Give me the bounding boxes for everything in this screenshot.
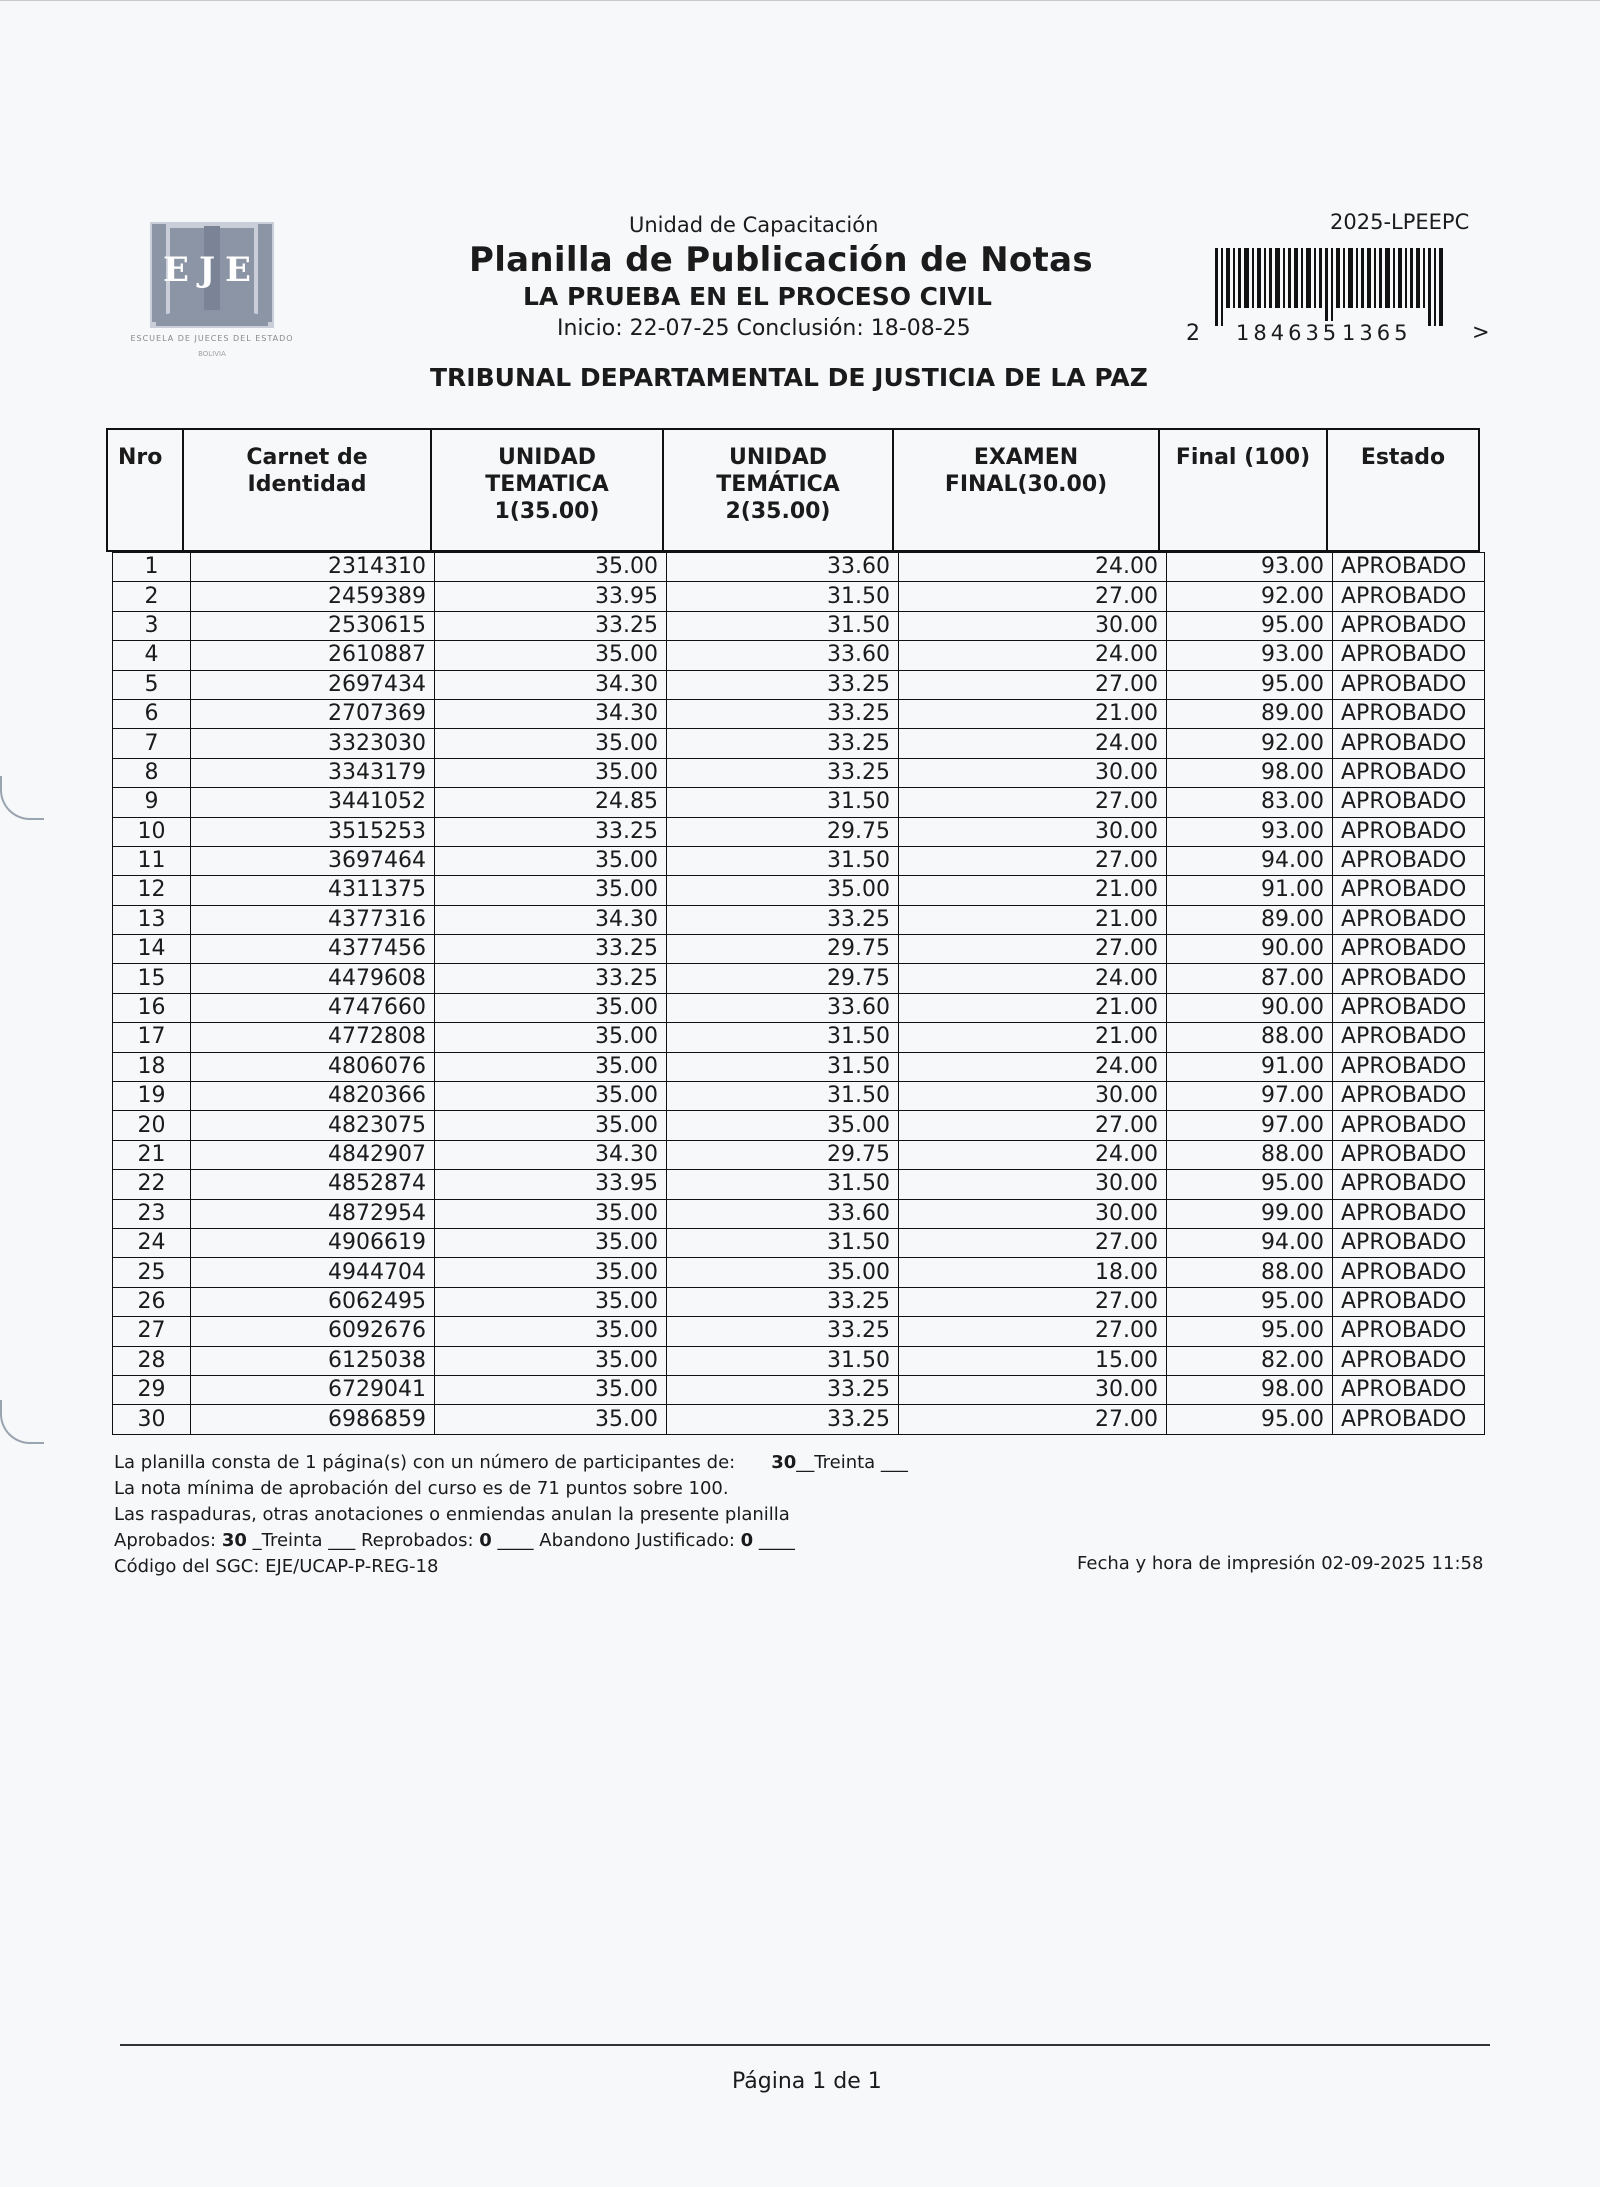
- cell-unidad-2: 31.50: [667, 788, 899, 817]
- barcode-digits-1: 184635: [1236, 321, 1341, 345]
- col-header-final: Final (100): [1159, 429, 1327, 551]
- cell-final: 93.00: [1167, 641, 1333, 670]
- table-row: [113, 1228, 1485, 1257]
- barcode-arrow: >: [1472, 320, 1490, 344]
- cell-examen-final: 21.00: [899, 1023, 1167, 1052]
- cell-nro: 23: [113, 1199, 191, 1228]
- cell-unidad-2: 31.50: [667, 1023, 899, 1052]
- cell-final: 93.00: [1167, 553, 1333, 582]
- cell-carnet: 2459389: [191, 582, 435, 611]
- table-row: [113, 641, 1485, 670]
- cell-unidad-1: 35.00: [435, 1199, 667, 1228]
- table-row: [113, 553, 1485, 582]
- table-row: [113, 670, 1485, 699]
- cell-nro: 11: [113, 846, 191, 875]
- cell-estado: APROBADO: [1333, 788, 1485, 817]
- cell-unidad-1: 35.00: [435, 553, 667, 582]
- cell-estado: APROBADO: [1333, 876, 1485, 905]
- cell-nro: 16: [113, 993, 191, 1022]
- cell-estado: APROBADO: [1333, 553, 1485, 582]
- cell-nro: 30: [113, 1405, 191, 1434]
- cell-unidad-1: 35.00: [435, 1111, 667, 1140]
- cell-examen-final: 27.00: [899, 1228, 1167, 1257]
- cell-examen-final: 21.00: [899, 876, 1167, 905]
- col-header-unidad-2: UNIDAD TEMÁTICA 2(35.00): [663, 429, 893, 551]
- cell-unidad-2: 33.60: [667, 1199, 899, 1228]
- cell-carnet: 3441052: [191, 788, 435, 817]
- cell-examen-final: 24.00: [899, 553, 1167, 582]
- cell-nro: 5: [113, 670, 191, 699]
- cell-carnet: 6092676: [191, 1317, 435, 1346]
- cell-examen-final: 21.00: [899, 993, 1167, 1022]
- cell-carnet: 4842907: [191, 1140, 435, 1169]
- cell-carnet: 2314310: [191, 553, 435, 582]
- cell-unidad-2: 29.75: [667, 935, 899, 964]
- cell-examen-final: 24.00: [899, 729, 1167, 758]
- cell-examen-final: 24.00: [899, 964, 1167, 993]
- cell-estado: APROBADO: [1333, 993, 1485, 1022]
- cell-carnet: 4377456: [191, 935, 435, 964]
- cell-estado: APROBADO: [1333, 1199, 1485, 1228]
- cell-nro: 22: [113, 1170, 191, 1199]
- cell-estado: APROBADO: [1333, 641, 1485, 670]
- barcode-icon: [1213, 248, 1445, 326]
- cell-unidad-1: 24.85: [435, 788, 667, 817]
- table-row: [113, 1375, 1485, 1404]
- cell-nro: 27: [113, 1317, 191, 1346]
- cell-final: 92.00: [1167, 582, 1333, 611]
- cell-unidad-2: 35.00: [667, 1111, 899, 1140]
- cell-estado: APROBADO: [1333, 582, 1485, 611]
- cell-carnet: 3323030: [191, 729, 435, 758]
- cell-unidad-1: 35.00: [435, 1405, 667, 1434]
- cell-unidad-2: 33.25: [667, 1317, 899, 1346]
- col-header-estado: Estado: [1327, 429, 1479, 551]
- cell-nro: 26: [113, 1287, 191, 1316]
- table-row: [113, 876, 1485, 905]
- cell-nro: 2: [113, 582, 191, 611]
- cell-carnet: 4944704: [191, 1258, 435, 1287]
- cell-unidad-1: 33.25: [435, 817, 667, 846]
- cell-estado: APROBADO: [1333, 1346, 1485, 1375]
- cell-estado: APROBADO: [1333, 935, 1485, 964]
- cell-examen-final: 27.00: [899, 1287, 1167, 1316]
- cell-unidad-2: 29.75: [667, 964, 899, 993]
- cell-final: 82.00: [1167, 1346, 1333, 1375]
- cell-final: 93.00: [1167, 817, 1333, 846]
- col-header-nro: Nro: [107, 429, 183, 551]
- cell-final: 98.00: [1167, 758, 1333, 787]
- logo-text: EJE: [163, 250, 261, 290]
- cell-unidad-1: 35.00: [435, 876, 667, 905]
- cell-nro: 12: [113, 876, 191, 905]
- cell-unidad-1: 35.00: [435, 1375, 667, 1404]
- cell-estado: APROBADO: [1333, 1228, 1485, 1257]
- cell-unidad-2: 31.50: [667, 1346, 899, 1375]
- table-row: [113, 1287, 1485, 1316]
- table-row: [113, 788, 1485, 817]
- cell-nro: 9: [113, 788, 191, 817]
- col-header-carnet: Carnet de Identidad: [183, 429, 431, 551]
- cell-examen-final: 24.00: [899, 641, 1167, 670]
- cell-examen-final: 27.00: [899, 1405, 1167, 1434]
- cell-estado: APROBADO: [1333, 1170, 1485, 1199]
- cell-carnet: 6729041: [191, 1375, 435, 1404]
- cell-examen-final: 30.00: [899, 1199, 1167, 1228]
- cell-final: 89.00: [1167, 905, 1333, 934]
- binder-ring-mark: [0, 776, 44, 820]
- cell-unidad-1: 35.00: [435, 1258, 667, 1287]
- table-row: [113, 1317, 1485, 1346]
- cell-final: 91.00: [1167, 1052, 1333, 1081]
- cell-unidad-2: 31.50: [667, 1082, 899, 1111]
- cell-unidad-2: 35.00: [667, 876, 899, 905]
- cell-carnet: 4820366: [191, 1082, 435, 1111]
- cell-final: 97.00: [1167, 1082, 1333, 1111]
- cell-final: 89.00: [1167, 699, 1333, 728]
- cell-examen-final: 27.00: [899, 1317, 1167, 1346]
- cell-unidad-1: 35.00: [435, 758, 667, 787]
- cell-nro: 20: [113, 1111, 191, 1140]
- cell-final: 94.00: [1167, 1228, 1333, 1257]
- col-header-unidad-1: UNIDAD TEMATICA 1(35.00): [431, 429, 663, 551]
- table-row: [113, 729, 1485, 758]
- table-row: [113, 905, 1485, 934]
- table-row: [113, 758, 1485, 787]
- cell-examen-final: 24.00: [899, 1052, 1167, 1081]
- course-dates: Inicio: 22-07-25 Conclusión: 18-08-25: [557, 316, 971, 341]
- print-date: Fecha y hora de impresión 02-09-2025 11:58: [1077, 1553, 1484, 1574]
- cell-estado: APROBADO: [1333, 1082, 1485, 1111]
- cell-carnet: 4479608: [191, 964, 435, 993]
- cell-nro: 13: [113, 905, 191, 934]
- cell-examen-final: 30.00: [899, 758, 1167, 787]
- cell-examen-final: 24.00: [899, 1140, 1167, 1169]
- cell-final: 95.00: [1167, 1287, 1333, 1316]
- cell-estado: APROBADO: [1333, 1317, 1485, 1346]
- document-code: 2025-LPEEPC: [1330, 210, 1470, 234]
- cell-unidad-2: 33.25: [667, 1375, 899, 1404]
- cell-final: 95.00: [1167, 611, 1333, 640]
- cell-estado: APROBADO: [1333, 1405, 1485, 1434]
- cell-unidad-1: 33.25: [435, 611, 667, 640]
- cell-unidad-2: 29.75: [667, 817, 899, 846]
- cell-examen-final: 21.00: [899, 699, 1167, 728]
- cell-examen-final: 27.00: [899, 582, 1167, 611]
- cell-final: 95.00: [1167, 670, 1333, 699]
- cell-unidad-2: 33.60: [667, 641, 899, 670]
- sgc-code: Código del SGC: EJE/UCAP-P-REG-18: [114, 1556, 439, 1577]
- logo-subcaption: BOLIVIA: [198, 350, 226, 358]
- footer-divider: [120, 2044, 1490, 2046]
- cell-unidad-2: 33.25: [667, 699, 899, 728]
- binder-ring-mark: [0, 1400, 44, 1444]
- cell-final: 97.00: [1167, 1111, 1333, 1140]
- cell-examen-final: 27.00: [899, 935, 1167, 964]
- cell-nro: 1: [113, 553, 191, 582]
- cell-nro: 15: [113, 964, 191, 993]
- cell-final: 95.00: [1167, 1405, 1333, 1434]
- cell-unidad-2: 33.60: [667, 553, 899, 582]
- cell-nro: 28: [113, 1346, 191, 1375]
- table-row: [113, 964, 1485, 993]
- barcode-digits-2: 1365: [1342, 321, 1412, 345]
- cell-nro: 7: [113, 729, 191, 758]
- cell-nro: 29: [113, 1375, 191, 1404]
- cell-final: 92.00: [1167, 729, 1333, 758]
- cell-carnet: 2610887: [191, 641, 435, 670]
- cell-final: 88.00: [1167, 1258, 1333, 1287]
- cell-estado: APROBADO: [1333, 1375, 1485, 1404]
- table-row: [113, 1199, 1485, 1228]
- barcode-lead-digit: 2: [1186, 321, 1200, 346]
- cell-unidad-1: 35.00: [435, 729, 667, 758]
- cell-carnet: 4906619: [191, 1228, 435, 1257]
- cell-unidad-2: 31.50: [667, 611, 899, 640]
- cell-carnet: 2707369: [191, 699, 435, 728]
- cell-final: 99.00: [1167, 1199, 1333, 1228]
- cell-final: 90.00: [1167, 993, 1333, 1022]
- cell-examen-final: 30.00: [899, 1170, 1167, 1199]
- page-number: Página 1 de 1: [732, 2069, 882, 2094]
- cell-nro: 10: [113, 817, 191, 846]
- cell-estado: APROBADO: [1333, 1023, 1485, 1052]
- cell-unidad-2: 33.25: [667, 1405, 899, 1434]
- cell-estado: APROBADO: [1333, 611, 1485, 640]
- cell-estado: APROBADO: [1333, 670, 1485, 699]
- unit-name: Unidad de Capacitación: [629, 213, 879, 237]
- table-row: [113, 993, 1485, 1022]
- cell-carnet: 3343179: [191, 758, 435, 787]
- cell-examen-final: 27.00: [899, 788, 1167, 817]
- cell-unidad-1: 35.00: [435, 1287, 667, 1316]
- cell-unidad-1: 34.30: [435, 699, 667, 728]
- cell-unidad-2: 29.75: [667, 1140, 899, 1169]
- cell-nro: 19: [113, 1082, 191, 1111]
- col-header-examen-final: EXAMEN FINAL(30.00): [893, 429, 1159, 551]
- cell-unidad-1: 35.00: [435, 1228, 667, 1257]
- scan-top-edge: [0, 0, 1600, 1]
- tribunal-name: TRIBUNAL DEPARTAMENTAL DE JUSTICIA DE LA PAZ: [430, 363, 1148, 392]
- participants-note: La planilla consta de 1 página(s) con un número de participantes de: 30__Treinta ___: [114, 1452, 908, 1473]
- cell-nro: 25: [113, 1258, 191, 1287]
- cell-nro: 14: [113, 935, 191, 964]
- table-row: [113, 611, 1485, 640]
- cell-carnet: 4806076: [191, 1052, 435, 1081]
- cell-nro: 6: [113, 699, 191, 728]
- cell-final: 94.00: [1167, 846, 1333, 875]
- table-row: [113, 817, 1485, 846]
- cell-unidad-1: 33.95: [435, 582, 667, 611]
- cell-unidad-2: 31.50: [667, 1228, 899, 1257]
- cell-estado: APROBADO: [1333, 1258, 1485, 1287]
- cell-carnet: 4772808: [191, 1023, 435, 1052]
- cell-estado: APROBADO: [1333, 817, 1485, 846]
- cell-examen-final: 27.00: [899, 670, 1167, 699]
- cell-carnet: 4747660: [191, 993, 435, 1022]
- cell-carnet: 6125038: [191, 1346, 435, 1375]
- cell-unidad-2: 33.25: [667, 1287, 899, 1316]
- cell-estado: APROBADO: [1333, 1052, 1485, 1081]
- cell-unidad-1: 35.00: [435, 1317, 667, 1346]
- table-row: [113, 699, 1485, 728]
- table-row: [113, 1170, 1485, 1199]
- cell-estado: APROBADO: [1333, 905, 1485, 934]
- cell-final: 91.00: [1167, 876, 1333, 905]
- cell-carnet: 2697434: [191, 670, 435, 699]
- cell-final: 87.00: [1167, 964, 1333, 993]
- cell-final: 88.00: [1167, 1140, 1333, 1169]
- cell-unidad-1: 35.00: [435, 846, 667, 875]
- cell-unidad-1: 35.00: [435, 993, 667, 1022]
- cell-unidad-1: 33.25: [435, 935, 667, 964]
- cell-examen-final: 30.00: [899, 817, 1167, 846]
- cell-unidad-2: 31.50: [667, 1052, 899, 1081]
- cell-unidad-1: 35.00: [435, 1023, 667, 1052]
- table-row: [113, 1405, 1485, 1434]
- table-row: [113, 1052, 1485, 1081]
- table-row: [113, 846, 1485, 875]
- cell-examen-final: 30.00: [899, 1375, 1167, 1404]
- cell-examen-final: 21.00: [899, 905, 1167, 934]
- logo-caption: ESCUELA DE JUECES DEL ESTADO: [130, 334, 294, 343]
- cell-examen-final: 27.00: [899, 1111, 1167, 1140]
- cell-estado: APROBADO: [1333, 699, 1485, 728]
- cell-carnet: 4872954: [191, 1199, 435, 1228]
- cell-carnet: 6986859: [191, 1405, 435, 1434]
- cell-final: 95.00: [1167, 1170, 1333, 1199]
- cell-final: 83.00: [1167, 788, 1333, 817]
- cell-unidad-1: 33.95: [435, 1170, 667, 1199]
- cell-unidad-2: 33.25: [667, 905, 899, 934]
- cell-examen-final: 18.00: [899, 1258, 1167, 1287]
- cell-unidad-2: 31.50: [667, 582, 899, 611]
- cell-estado: APROBADO: [1333, 846, 1485, 875]
- cell-carnet: 4852874: [191, 1170, 435, 1199]
- cell-estado: APROBADO: [1333, 964, 1485, 993]
- table-row: [113, 1140, 1485, 1169]
- cell-unidad-1: 35.00: [435, 1082, 667, 1111]
- table-row: [113, 935, 1485, 964]
- results-summary: Aprobados: 30 _Treinta ___ Reprobados: 0 ____ Abandono Justificado: 0 ____: [114, 1530, 795, 1551]
- cell-unidad-1: 33.25: [435, 964, 667, 993]
- cell-examen-final: 15.00: [899, 1346, 1167, 1375]
- cell-nro: 24: [113, 1228, 191, 1257]
- cell-estado: APROBADO: [1333, 758, 1485, 787]
- erasure-note: Las raspaduras, otras anotaciones o enmiendas anulan la presente planilla: [114, 1504, 790, 1525]
- grades-table: [112, 552, 1485, 1435]
- institution-logo: [112, 210, 312, 370]
- cell-estado: APROBADO: [1333, 1111, 1485, 1140]
- cell-unidad-2: 31.50: [667, 1170, 899, 1199]
- table-row: [113, 582, 1485, 611]
- table-row: [113, 1082, 1485, 1111]
- table-row: [113, 1023, 1485, 1052]
- cell-estado: APROBADO: [1333, 1140, 1485, 1169]
- cell-carnet: 2530615: [191, 611, 435, 640]
- course-name: LA PRUEBA EN EL PROCESO CIVIL: [523, 282, 992, 311]
- cell-unidad-1: 35.00: [435, 1346, 667, 1375]
- cell-unidad-1: 34.30: [435, 905, 667, 934]
- cell-unidad-1: 35.00: [435, 1052, 667, 1081]
- cell-final: 88.00: [1167, 1023, 1333, 1052]
- cell-unidad-2: 35.00: [667, 1258, 899, 1287]
- cell-carnet: 6062495: [191, 1287, 435, 1316]
- cell-examen-final: 30.00: [899, 1082, 1167, 1111]
- cell-unidad-1: 35.00: [435, 641, 667, 670]
- table-row: [113, 1258, 1485, 1287]
- cell-unidad-2: 33.60: [667, 993, 899, 1022]
- cell-nro: 8: [113, 758, 191, 787]
- page-title: Planilla de Publicación de Notas: [469, 240, 1093, 280]
- cell-nro: 18: [113, 1052, 191, 1081]
- cell-carnet: 3515253: [191, 817, 435, 846]
- cell-estado: APROBADO: [1333, 729, 1485, 758]
- cell-carnet: 4311375: [191, 876, 435, 905]
- cell-unidad-1: 34.30: [435, 670, 667, 699]
- cell-unidad-2: 33.25: [667, 729, 899, 758]
- cell-final: 90.00: [1167, 935, 1333, 964]
- table-row: [113, 1346, 1485, 1375]
- cell-unidad-2: 31.50: [667, 846, 899, 875]
- cell-nro: 4: [113, 641, 191, 670]
- cell-carnet: 4377316: [191, 905, 435, 934]
- table-row: [113, 1111, 1485, 1140]
- cell-final: 98.00: [1167, 1375, 1333, 1404]
- grades-table-body: [113, 553, 1485, 1435]
- min-grade-note: La nota mínima de aprobación del curso es de 71 puntos sobre 100.: [114, 1478, 729, 1499]
- cell-final: 95.00: [1167, 1317, 1333, 1346]
- cell-nro: 21: [113, 1140, 191, 1169]
- cell-unidad-2: 33.25: [667, 670, 899, 699]
- cell-estado: APROBADO: [1333, 1287, 1485, 1316]
- cell-nro: 3: [113, 611, 191, 640]
- cell-examen-final: 27.00: [899, 846, 1167, 875]
- grades-table-header: [106, 428, 1480, 552]
- cell-nro: 17: [113, 1023, 191, 1052]
- cell-carnet: 4823075: [191, 1111, 435, 1140]
- cell-carnet: 3697464: [191, 846, 435, 875]
- cell-examen-final: 30.00: [899, 611, 1167, 640]
- cell-unidad-2: 33.25: [667, 758, 899, 787]
- cell-unidad-1: 34.30: [435, 1140, 667, 1169]
